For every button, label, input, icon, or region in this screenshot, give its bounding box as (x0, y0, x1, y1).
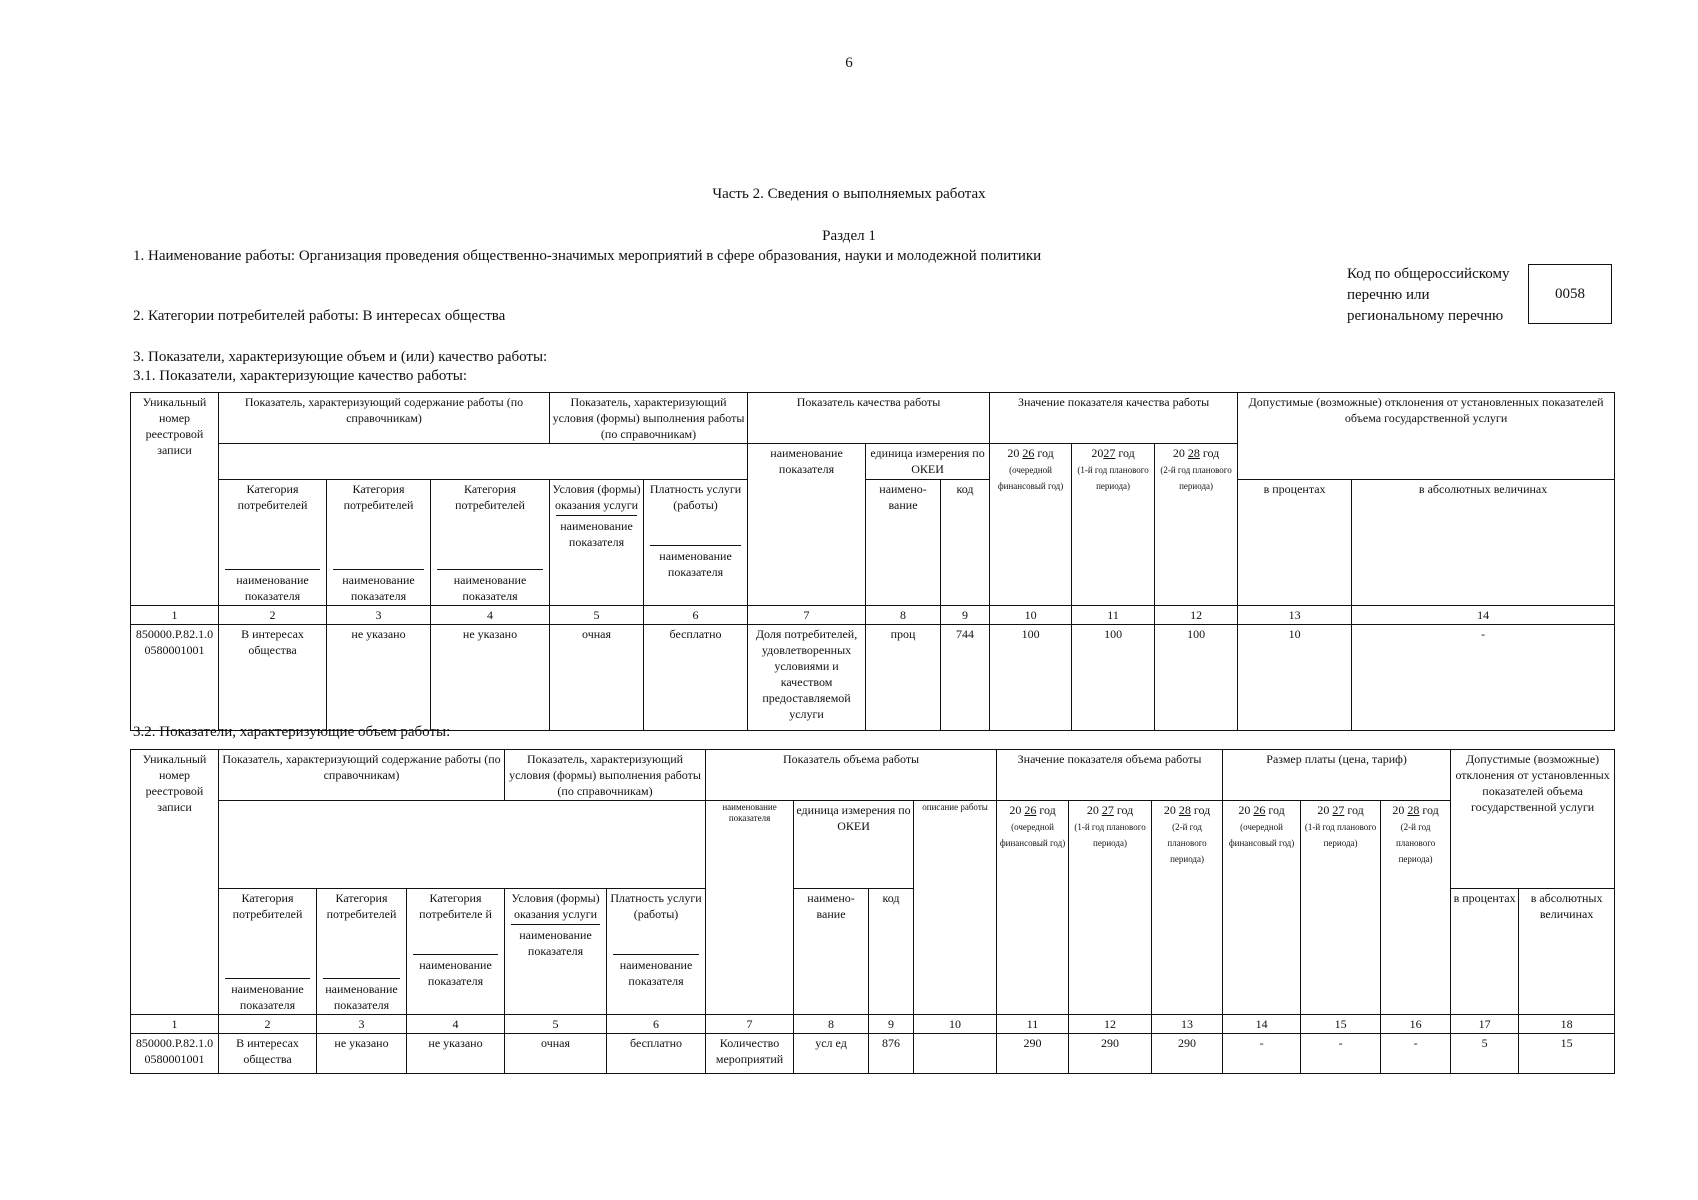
col-number: 3 (317, 1015, 407, 1034)
cell-value-year-2: 290 (1069, 1034, 1152, 1074)
cell-value-year-3: 100 (1155, 625, 1238, 731)
cell-value-year-2: 100 (1072, 625, 1155, 731)
header-value-year-2: 20 27 год (1-й год планового периода) (1069, 801, 1152, 1015)
col-number: 9 (941, 606, 990, 625)
header-price-year-2: 20 27 год (1-й год планового периода) (1301, 801, 1381, 1015)
header-unit-okei: единица измерения по ОКЕИ (866, 444, 990, 480)
header-work-description: описание работы (914, 801, 997, 1015)
registry-code-box (1528, 264, 1612, 324)
header-category-3: Категория потребителе й наименование показателя (407, 889, 505, 1015)
col-number: 3 (327, 606, 431, 625)
header-quality-indicator: Показатель качества работы (748, 393, 990, 444)
cell-value-year-1: 100 (990, 625, 1072, 731)
cell-deviation-percent: 5 (1451, 1034, 1519, 1074)
header-content-spacer (219, 444, 550, 480)
header-unit-okei: единица измерения по ОКЕИ (794, 801, 914, 889)
header-year-3: 20 28 год (2-й год планового периода) (1155, 444, 1238, 606)
cell-consumer-category: В интересах общества (219, 1034, 317, 1074)
header-category-2: Категория потребителей наименование показателя (317, 889, 407, 1015)
cell-category-3: не указано (407, 1034, 505, 1074)
header-indicator-name: наименование показателя (748, 444, 866, 606)
header-content-indicator: Показатель, характеризующий содержание работы (по справочникам) (219, 750, 505, 801)
col-number: 9 (869, 1015, 914, 1034)
col-number: 12 (1155, 606, 1238, 625)
cell-payment: бесплатно (644, 625, 748, 731)
header-indicator-name: наименование показателя (706, 801, 794, 1015)
header-category-2: Категория потребителей наименование показателя (327, 480, 431, 606)
col-number: 7 (748, 606, 866, 625)
col-number: 10 (990, 606, 1072, 625)
col-number: 11 (997, 1015, 1069, 1034)
header-conditions-spacer (550, 444, 748, 480)
header-service-form: Условия (формы) оказания услуги наименование показателя (505, 889, 607, 1015)
col-number: 14 (1352, 606, 1615, 625)
col-number: 7 (706, 1015, 794, 1034)
cell-indicator-name: Количество мероприятий (706, 1034, 794, 1074)
header-price: Размер платы (цена, тариф) (1223, 750, 1451, 801)
cell-service-form: очная (550, 625, 644, 731)
cell-unit-name: проц (866, 625, 941, 731)
header-content-indicator: Показатель, характеризующий содержание работы (по справочникам) (219, 393, 550, 444)
header-unique-number: Уникальный номер реестровой записи (131, 750, 219, 1015)
header-quality-value: Значение показателя качества работы (990, 393, 1238, 444)
header-absolute: в абсолютных величинах (1352, 480, 1615, 606)
cell-consumer-category: В интересах общества (219, 625, 327, 731)
header-conditions-indicator: Показатель, характеризующий условия (формы) выполнения работы (по справочникам) (550, 393, 748, 444)
table-row (131, 1034, 1615, 1074)
col-number: 4 (431, 606, 550, 625)
col-number: 2 (219, 1015, 317, 1034)
col-number: 18 (1519, 1015, 1615, 1034)
header-absolute: в абсолютных величинах (1519, 889, 1615, 1015)
col-number: 6 (644, 606, 748, 625)
cell-value-year-3: 290 (1152, 1034, 1223, 1074)
consumers-line: 2. Категории потребителей работы: В интересах общества (133, 308, 506, 324)
header-payment: Платность услуги (работы) наименование показателя (607, 889, 706, 1015)
header-percent: в процентах (1451, 889, 1519, 1015)
header-price-year-1: 20 26 год (очередной финансовый год) (1223, 801, 1301, 1015)
indicators-heading: 3. Показатели, характеризующие объем и (или) качество работы: (133, 349, 548, 365)
col-number: 5 (505, 1015, 607, 1034)
header-payment: Платность услуги (работы) наименование показателя (644, 480, 748, 606)
quality-heading: 3.1. Показатели, характеризующие качество работы: (133, 368, 467, 384)
header-unit-name: наимено-вание (794, 889, 869, 1015)
col-number: 16 (1381, 1015, 1451, 1034)
header-price-year-3: 20 28 год (2-й год планового периода) (1381, 801, 1451, 1015)
col-number: 8 (794, 1015, 869, 1034)
header-content-spacer (219, 801, 505, 889)
volume-table (130, 749, 1615, 1074)
header-category-3: Категория потребителей наименование показателя (431, 480, 550, 606)
header-year-1: 20 26 год (очередной финансовый год) (990, 444, 1072, 606)
part-title: Часть 2. Сведения о выполняемых работах (712, 186, 986, 202)
header-category-1: Категория потребителей наименование показателя (219, 480, 327, 606)
table-row (131, 625, 1615, 731)
col-number: 14 (1223, 1015, 1301, 1034)
col-number: 8 (866, 606, 941, 625)
header-volume-value: Значение показателя объема работы (997, 750, 1223, 801)
col-number: 6 (607, 1015, 706, 1034)
cell-registry-id: 850000.Р.82.1.00580001001 (131, 1034, 219, 1074)
cell-unit-code: 744 (941, 625, 990, 731)
work-name: 1. Наименование работы: Организация проведения общественно-значимых мероприятий в сфере образования, науки и молодежной политики (133, 248, 1042, 264)
cell-deviation-percent: 10 (1238, 625, 1352, 731)
header-volume-indicator: Показатель объема работы (706, 750, 997, 801)
cell-category-2: не указано (327, 625, 431, 731)
col-number: 13 (1238, 606, 1352, 625)
col-number: 11 (1072, 606, 1155, 625)
registry-code-label: Код по общероссийскому перечню или региональному перечню (1347, 266, 1510, 324)
header-deviation: Допустимые (возможные) отклонения от установленных показателей объема государственной услуги (1451, 750, 1615, 889)
header-conditions-indicator: Показатель, характеризующий условия (формы) выполнения работы (по справочникам) (505, 750, 706, 801)
header-value-year-1: 20 26 год (очередной финансовый год) (997, 801, 1069, 1015)
cell-work-description (914, 1034, 997, 1074)
cell-registry-id: 850000.Р.82.1.00580001001 (131, 625, 219, 731)
cell-price-year-2: - (1301, 1034, 1381, 1074)
header-year-2: 2027 год (1-й год планового периода) (1072, 444, 1155, 606)
header-unit-name: наимено-вание (866, 480, 941, 606)
cell-unit-code: 876 (869, 1034, 914, 1074)
header-conditions-spacer (505, 801, 706, 889)
cell-deviation-absolute: - (1352, 625, 1615, 731)
col-number: 4 (407, 1015, 505, 1034)
col-number: 10 (914, 1015, 997, 1034)
header-service-form: Условия (формы) оказания услуги наименование показателя (550, 480, 644, 606)
registry-code-value: 0058 (1555, 285, 1585, 302)
header-unique-number: Уникальный номер реестровой записи (131, 393, 219, 606)
cell-category-2: не указано (317, 1034, 407, 1074)
cell-deviation-absolute: 15 (1519, 1034, 1615, 1074)
col-number: 15 (1301, 1015, 1381, 1034)
cell-price-year-3: - (1381, 1034, 1451, 1074)
quality-table (130, 392, 1615, 731)
col-number: 2 (219, 606, 327, 625)
cell-price-year-1: - (1223, 1034, 1301, 1074)
col-number: 13 (1152, 1015, 1223, 1034)
header-percent: в процентах (1238, 480, 1352, 606)
cell-value-year-1: 290 (997, 1034, 1069, 1074)
col-number: 1 (131, 606, 219, 625)
cell-payment: бесплатно (607, 1034, 706, 1074)
col-number: 12 (1069, 1015, 1152, 1034)
header-value-year-3: 20 28 год (2-й год планового периода) (1152, 801, 1223, 1015)
section-title: Раздел 1 (822, 228, 876, 244)
header-unit-code: код (869, 889, 914, 1015)
cell-indicator-name: Доля потребителей, удовлетворенных условиями и качеством предоставляемой услуги (748, 625, 866, 731)
header-category-1: Категория потребителей наименование показателя (219, 889, 317, 1015)
col-number: 17 (1451, 1015, 1519, 1034)
col-number: 1 (131, 1015, 219, 1034)
cell-unit-name: усл ед (794, 1034, 869, 1074)
cell-service-form: очная (505, 1034, 607, 1074)
page-number: 6 (845, 55, 853, 71)
header-deviation: Допустимые (возможные) отклонения от установленных показателей объема государственной услуги (1238, 393, 1615, 480)
volume-heading: 3.2. Показатели, характеризующие объем работы: (133, 724, 451, 740)
header-unit-code: код (941, 480, 990, 606)
cell-category-3: не указано (431, 625, 550, 731)
col-number: 5 (550, 606, 644, 625)
